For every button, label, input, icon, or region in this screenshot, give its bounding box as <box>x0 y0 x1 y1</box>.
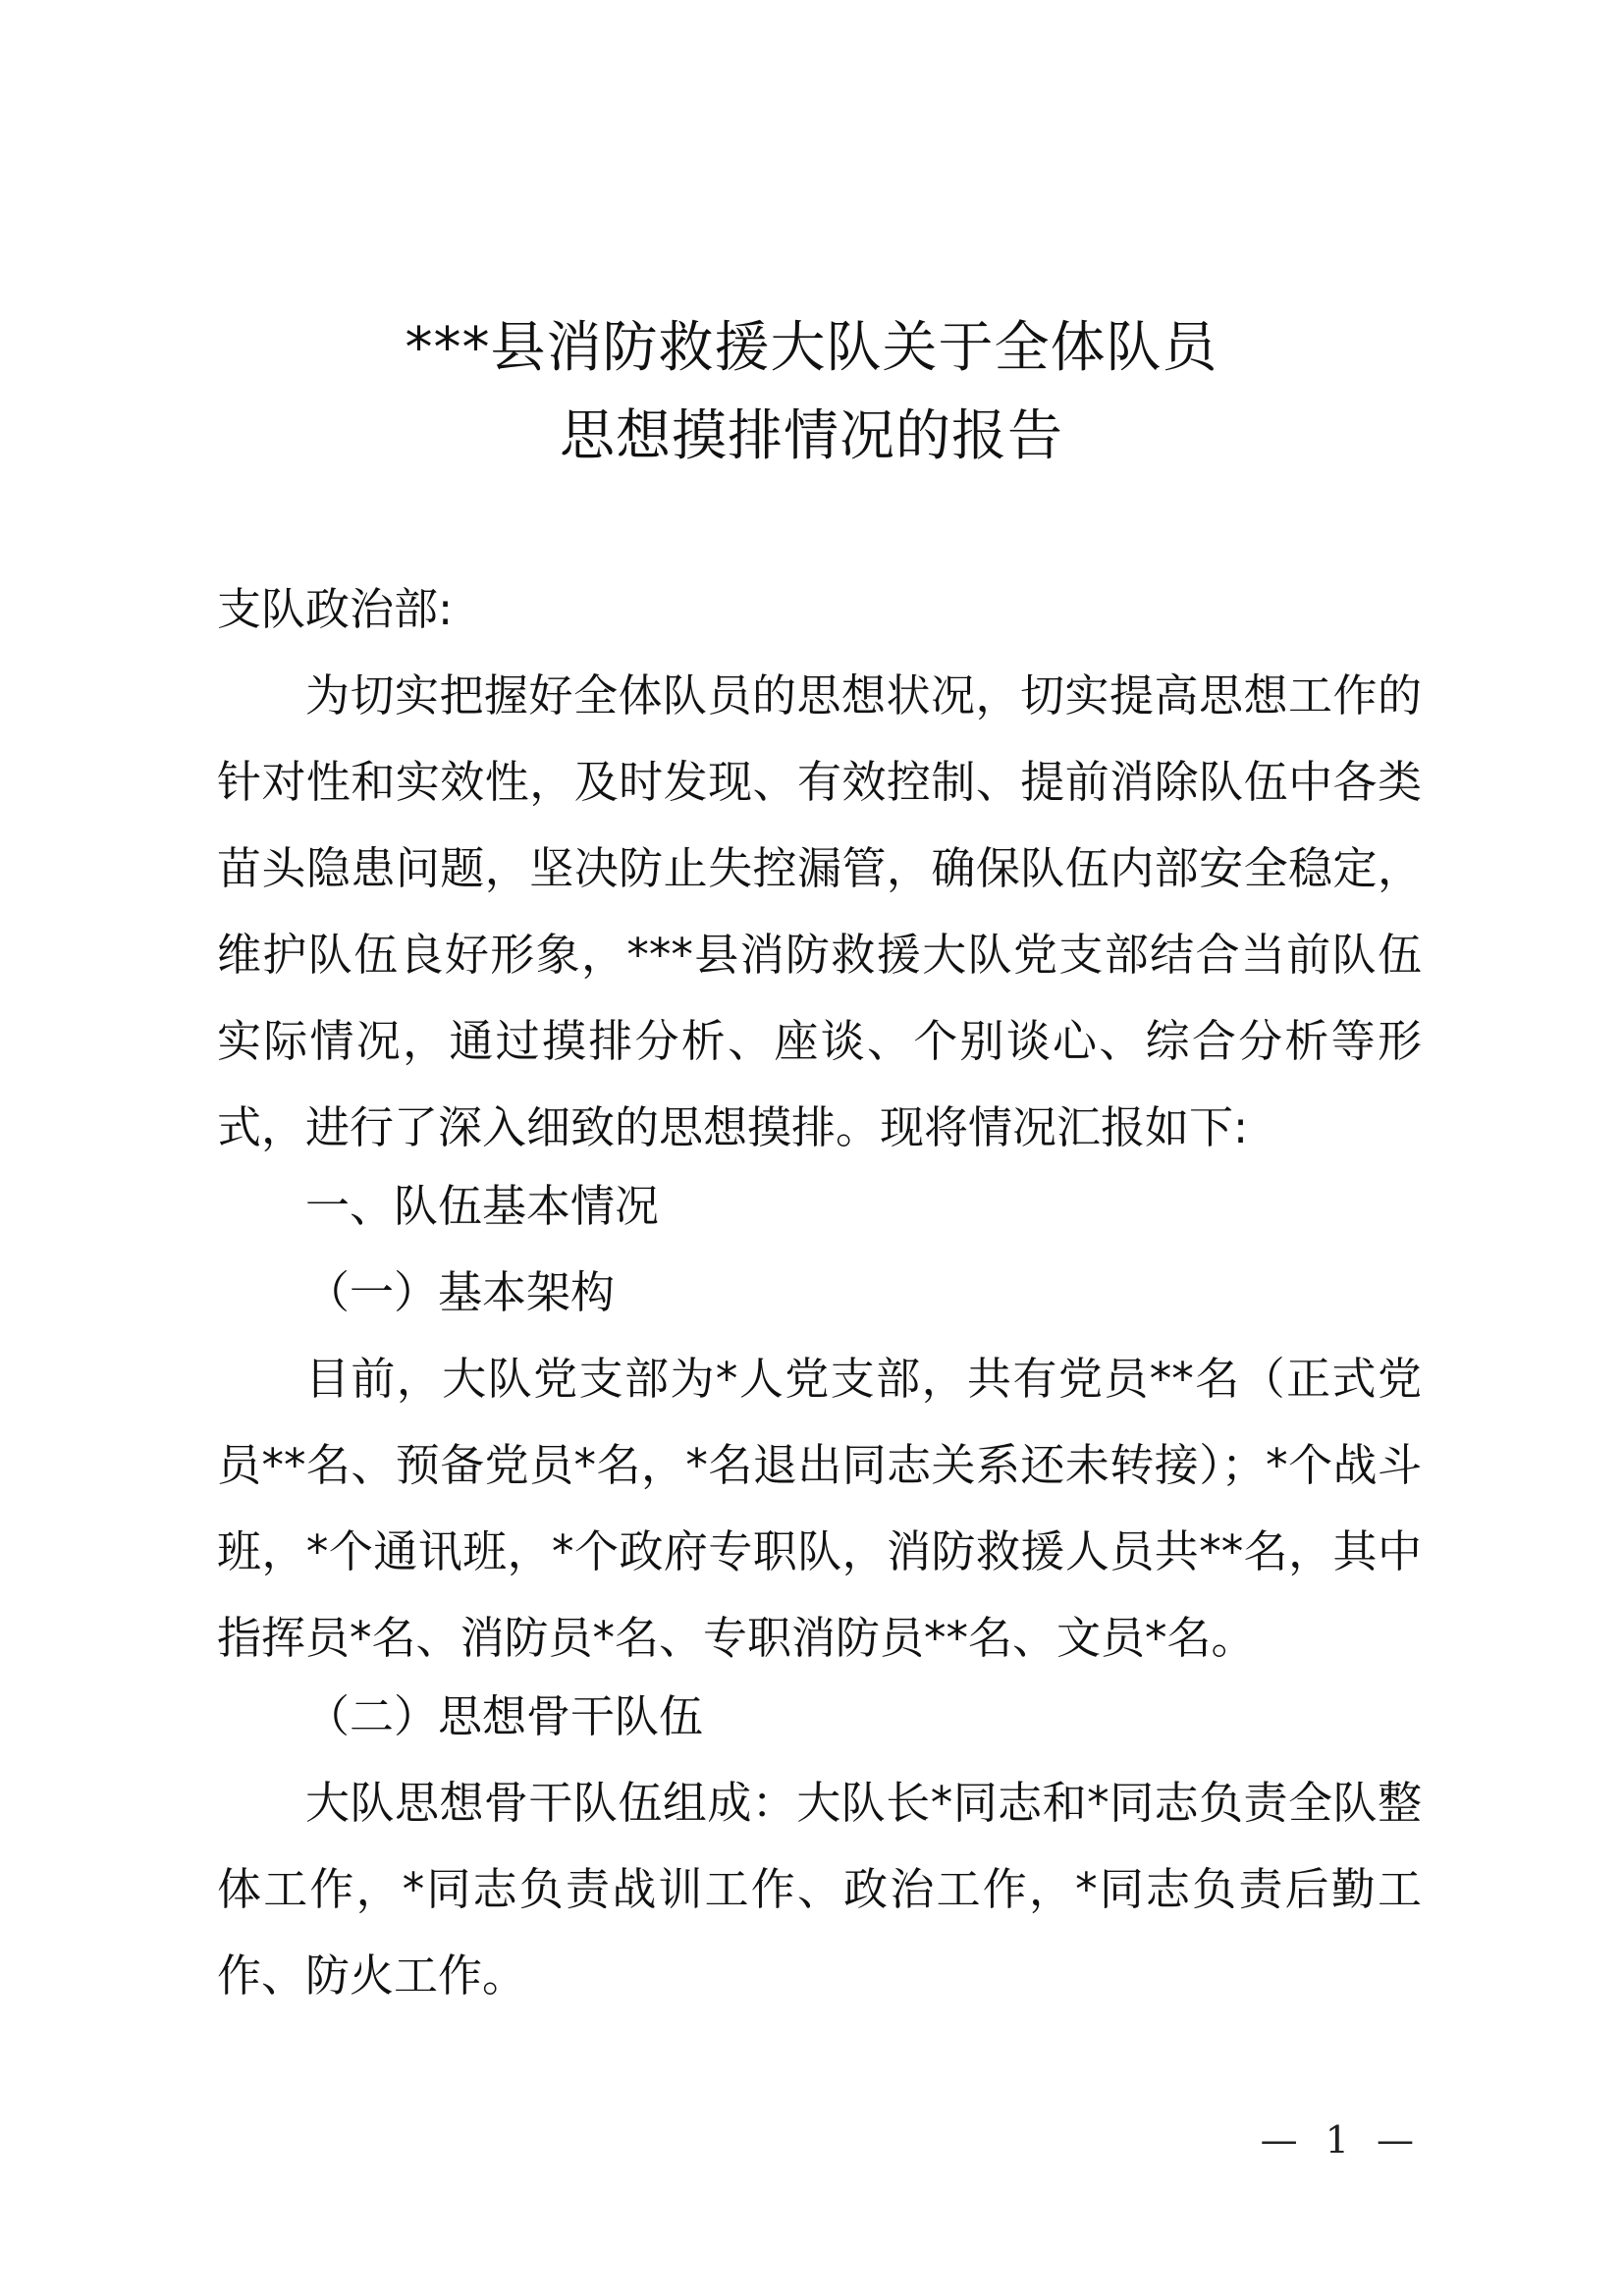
page-number: — 1 — <box>1260 2118 1422 2162</box>
paragraph-backbone <box>217 1760 1422 2019</box>
section-heading-basic-situation: 一、队伍基本情况 <box>305 1180 660 1232</box>
paragraph-intro-text: 为切实把握好全体队员的思想状况，切实提高思想工作的针对性和实效性，及时发现、有效控制、提前消除队伍中各类苗头隐患问题，坚决防止失控漏管，确保队伍内部安全稳定，维护队伍良好形象，***县消防救援大队党支部结合当前队伍实际情况，通过摸排分析、座谈、个别谈心、综合分析等形式，进行了深入细致的思想摸排。现将情况汇报如下: <box>217 669 1422 1153</box>
paragraph-backbone-text: 大队思想骨干队伍组成：大队长*同志和*同志负责全队整体工作，*同志负责战训工作、政治工作，*同志负责后勤工作、防火工作。 <box>217 1777 1422 2002</box>
document-title-line-2: 思想摸排情况的报告 <box>560 404 1063 468</box>
paragraph-structure <box>217 1336 1422 1682</box>
subsection-heading-ideological-backbone: （二）思想骨干队伍 <box>305 1690 704 1742</box>
paragraph-structure-text: 目前，大队党支部为*人党支部，共有党员**名（正式党员**名、预备党员*名，*名退出同志关系还未转接）；*个战斗班，*个通讯班，*个政府专职队，消防救援人员共**名，其中指挥员*名、消防员*名、专职消防员**名、文员*名。 <box>217 1353 1422 1664</box>
paragraph-intro <box>217 653 1422 1171</box>
subsection-heading-basic-structure: （一）基本架构 <box>305 1266 616 1318</box>
salutation: 支队政治部: <box>217 583 454 635</box>
document-title-line-1: ***县消防救援大队关于全体队员 <box>405 316 1218 380</box>
